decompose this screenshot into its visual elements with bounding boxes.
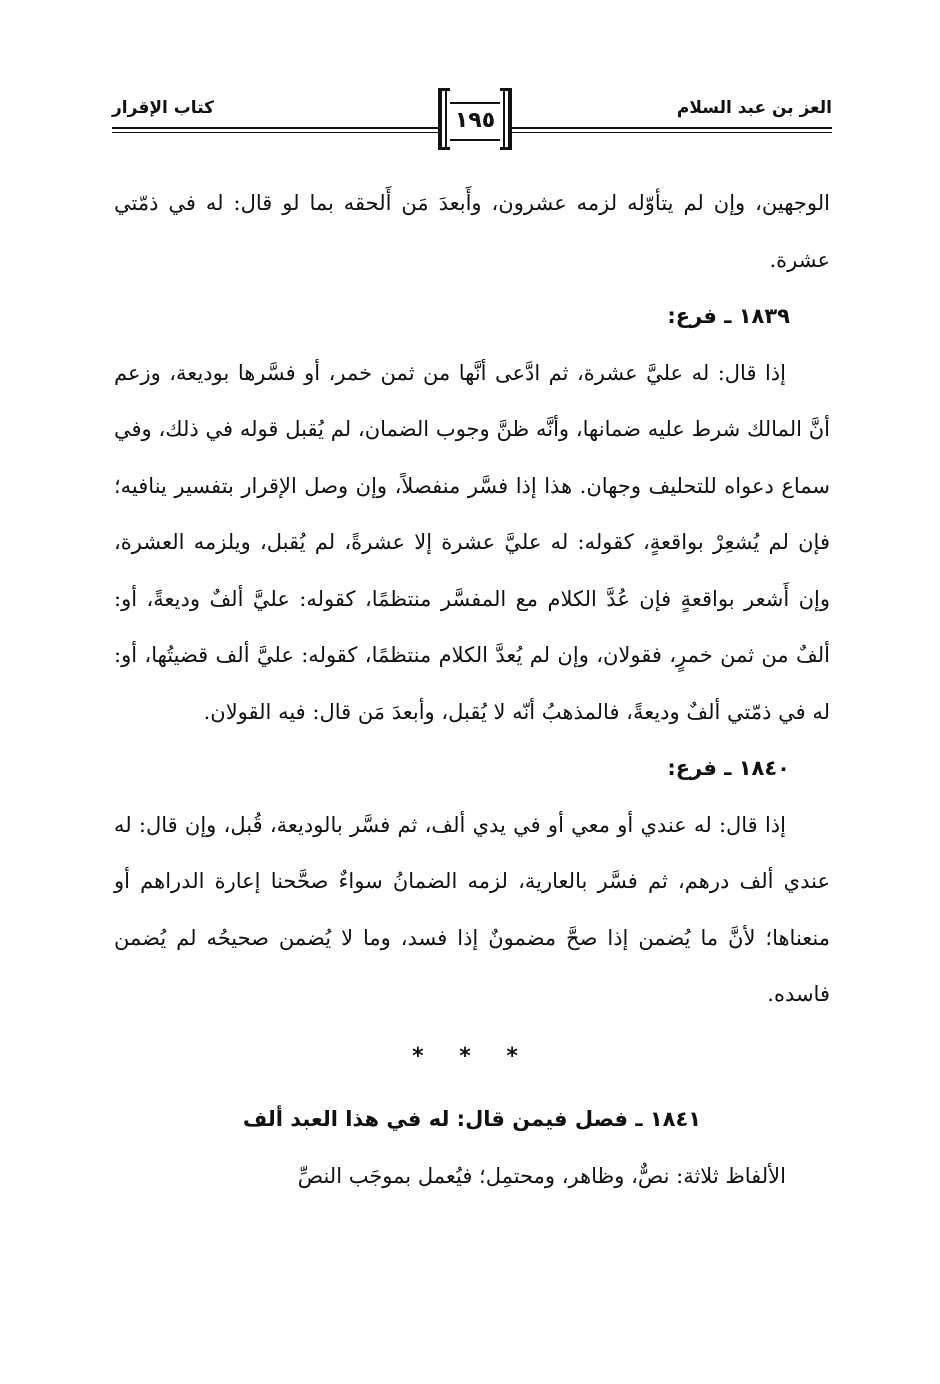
page-number-frame [438,88,512,150]
book-title: كتاب الإقرار [112,98,215,118]
paragraph-section-1841: الألفاظ ثلاثة: نصٌّ، وظاهر، ومحتمِل؛ فيُعمل بموجَب النصِّ [297,1163,786,1188]
paragraph-continuation: الوجهين، وإن لم يتأوّله لزمه عشرون، وأَبعدَ مَن أَلحقه بما لو قال: له في ذمّتي عشرة. [114,191,830,272]
section-separator: * * * [412,1043,532,1069]
heading-issue-1839: ١٨٣٩ ـ فرع: [667,304,790,328]
section-title-1841: ١٨٤١ ـ فصل فيمن قال: له في هذا العبد ألف [242,1107,702,1131]
author-name: العز بن عبد السلام [676,98,832,118]
page-header [112,88,832,160]
page-body [114,175,830,1204]
paragraph-issue-1839: إذا قال: له عليَّ عشرة، ثم ادَّعى أنَّها من ثمن خمر، أو فسَّرها بوديعة، وزعم أنَّ المالك شرط عليه ضمانها، وأنَّه ظنَّ وجوب الضمان، لم يُقبل قوله في ذلك، وفي سماع دعواه للتحليف وجهان. هذا إذا فسَّر منفصلاً، وإن وصل الإقرار بتفسير ينافيه؛ فإن لم يُشعِرْ بواقعةٍ، كقوله: له عليَّ عشرة إلا عشرةً، لم يُقبل، ويلزمه العشرة، وإن أَشعر بواقعةٍ فإن عُدَّ الكلام مع المفسَّر منتظمًا، كقوله: عليَّ ألفٌ وديعةً، أو: ألفٌ من ثمن خمرٍ، فقولان، وإن لم يُعدَّ الكلام منتظمًا، كقوله: عليَّ ألف قضيتُها، أو: له في ذمّتي ألفٌ وديعةً، فالمذهبُ أنّه لا يُقبل، وأبعدَ مَن قال: فيه القولان. [114,360,830,724]
heading-issue-1840: ١٨٤٠ ـ فرع: [667,756,790,780]
paragraph-issue-1840: إذا قال: له عندي أو معي أو في يدي ألف، ثم فسَّر بالوديعة، قُبل، وإن قال: له عندي ألف درهم، ثم فسَّر بالعارية، لزمه الضمانُ سواءٌ صحَّحنا إعارة الدراهم أو منعناها؛ لأنَّ ما يُضمن إذا صحَّ مضمونٌ إذا فسد، وما لا يُضمن صحيحُه لم يُضمن فاسده. [114,812,830,1006]
page-number: ١٩٥ [450,102,500,141]
